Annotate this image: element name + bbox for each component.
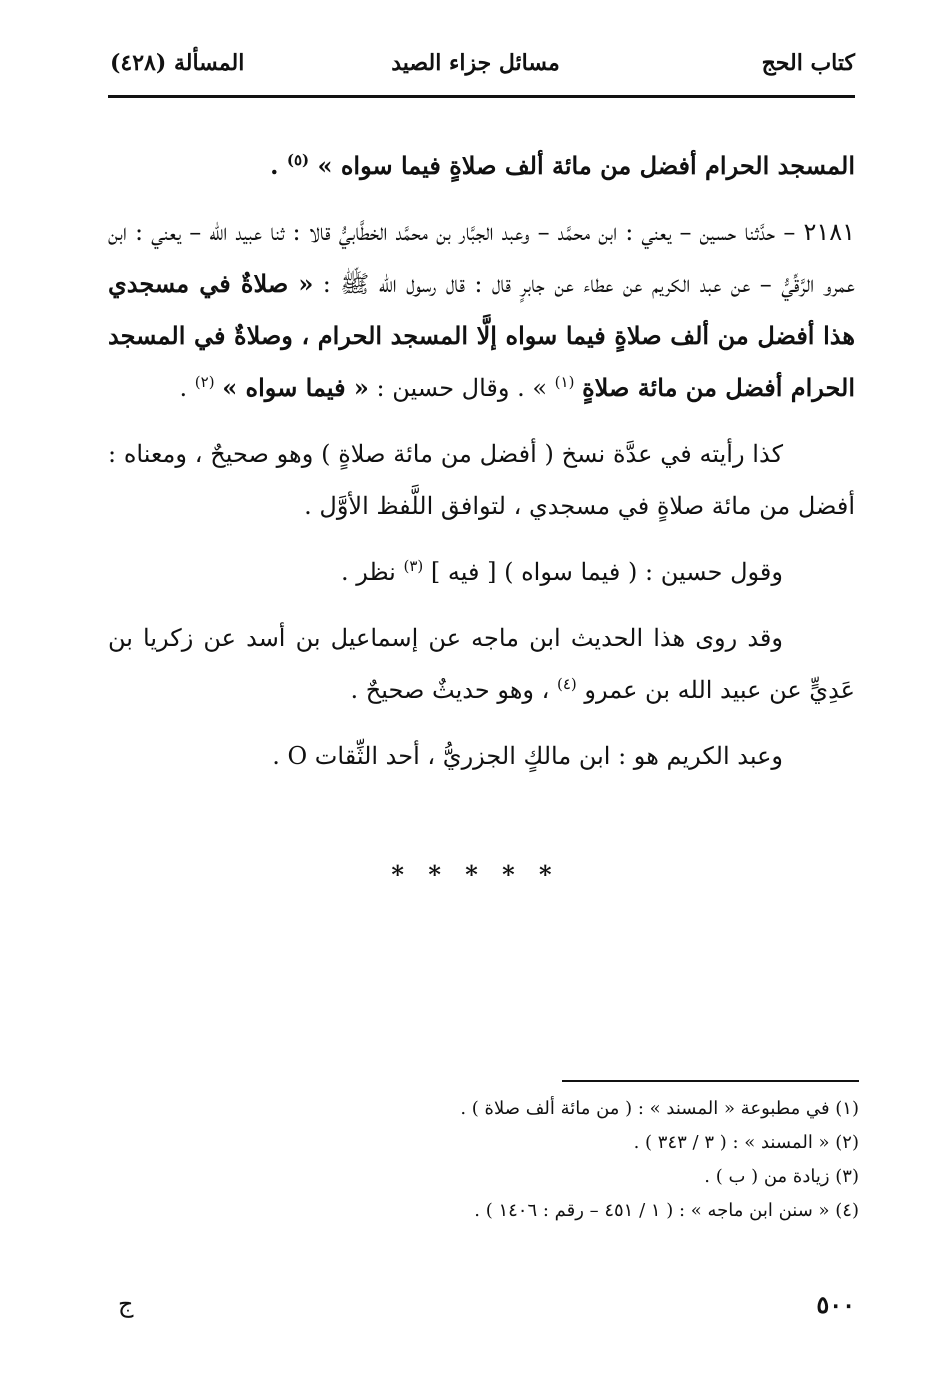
- main-text: [108, 140, 855, 782]
- paragraph-abd-al-karim: وعبد الكريم هو : ابن مالكٍ الجزريُّ ، أحد الثِّقات O .: [272, 742, 783, 770]
- paragraph-commentary: كذا رأيته في عدَّة نسخ ( أفضل من مائة صلاةٍ ) وهو صحيحٌ ، ومعناه : أفضل من مائة صلاةٍ في مسجدي ، لتوافق اللَّفظ الأوَّل .: [108, 440, 855, 520]
- page-number: ٥٠٠: [816, 1290, 855, 1319]
- footnote-ref-2: (٢): [194, 373, 215, 391]
- footnote-ref-3: (٣): [403, 557, 424, 575]
- footnote-1: (١) في مطبوعة « المسند » : ( من مائة ألف صلاة ) .: [460, 1098, 859, 1119]
- footnotes: [108, 1092, 859, 1228]
- hadith-text: « صلاةٌ في مسجدي هذا أفضل من ألف صلاةٍ فيما سواه إلَّا المسجد الحرام ، وصلاةٌ في المسجد الحرام أفضل من مائة صلاةٍ: [108, 269, 855, 402]
- footnote-ref-5: (٥): [286, 151, 310, 169]
- header-rule: [108, 95, 855, 98]
- paragraph-husain-note: وقول حسين : ( فيما سواه ) [ فيه ] $^{(٣)}$ نظر .: [340, 557, 783, 586]
- paragraph-1: المسجد الحرام أفضل من مائة ألف صلاةٍ فيما سواه » $^{(٥)}$ .: [270, 151, 855, 180]
- book-title: كتاب الحج: [761, 50, 855, 76]
- footnote-2: (٢) « المسند » : ( ٣ / ٣٤٣ ) .: [633, 1132, 859, 1153]
- footnote-ref-1: (١): [554, 373, 575, 391]
- footnote-ref-4: (٤): [556, 675, 577, 693]
- section-separator: * * * * *: [391, 860, 560, 889]
- hadith-2181: ٢١٨١ – حدَّثنا حسين – يعني : ابن محمَّد – وعبد الجبَّار بن محمَّد الخطَّابيُّ قالا : ثنا عبيد الله – يعني : ابن عمرو الرَّقِّيُّ – عن عبد الكريم عن عطاء عن جابرٍ قال : قال رسول الله ﷺ : « صلاةٌ في مسجدي هذا أفضل من ألف صلاةٍ فيما سواه إلَّا المسجد الحرام ، وصلاةٌ في المسجد الحرام أفضل من مائة صلاةٍ $^{(١)}$ » . وقال حسين : « فيما سواه » $^{(٢)}$ .: [108, 218, 855, 402]
- chapter-title: مسائل جزاء الصيد: [391, 50, 560, 76]
- signature-mark: ج: [118, 1290, 134, 1318]
- hadith-variant: « فيما سواه »: [222, 373, 369, 402]
- paragraph-ibn-majah: وقد روى هذا الحديث ابن ماجه عن إسماعيل بن أسد عن زكريا بن عَدِيٍّ عن عبيد الله بن عمرو $^{(٤)}$ ، وهو حديثٌ صحيحٌ .: [108, 624, 855, 704]
- footnote-3: (٣) زيادة من ( ب ) .: [704, 1166, 859, 1187]
- footnote-4: (٤) « سنن ابن ماجه » : ( ١ / ٤٥١ – رقم : ١٤٠٦ ) .: [474, 1200, 859, 1221]
- footnote-rule: [562, 1080, 859, 1082]
- issue-number: المسألة (٤٢٨): [110, 50, 245, 76]
